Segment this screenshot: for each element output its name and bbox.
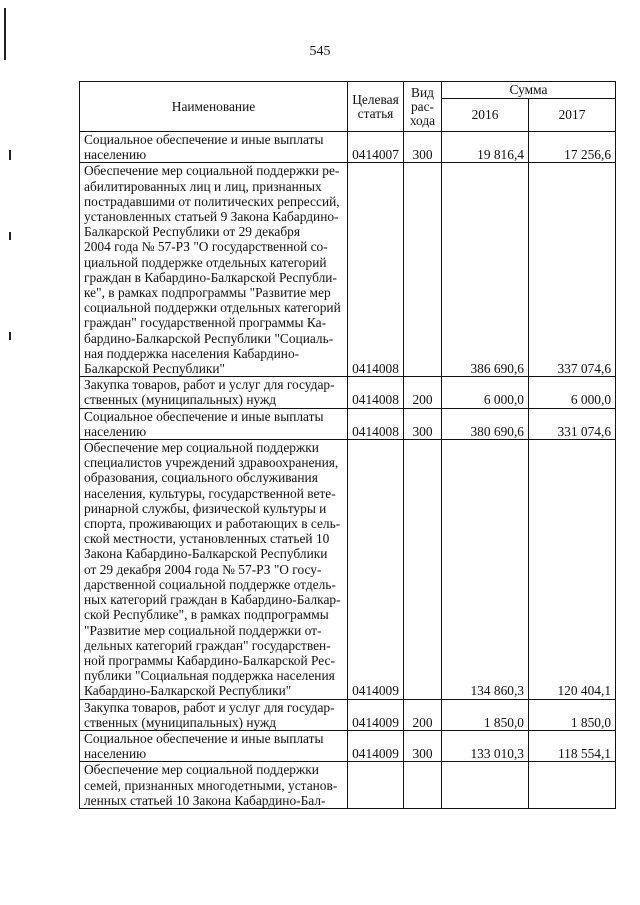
row-name-line: ринарной службы, физической культуры и: [84, 500, 327, 516]
row-name-line: ской Республике", в рамках подпрограммы: [84, 607, 329, 623]
scan-margin-mark: [4, 8, 6, 60]
header-row: [80, 82, 616, 99]
row-name-line: ная поддержка населения Кабардино-: [84, 345, 300, 361]
table-row: [80, 163, 616, 377]
row-name-line: ленных статьей 10 Закона Кабардино-Бал-: [84, 792, 326, 808]
row-sum-2016: 19 816,4: [442, 132, 529, 163]
row-target-article: 0414008: [348, 377, 404, 408]
row-name-line: абилитированных лиц и лиц, признанных: [84, 178, 322, 194]
row-name-line: Обеспечение мер социальной поддержки ре-: [84, 163, 340, 179]
row-sum-2016: [442, 762, 529, 809]
row-name-line: дельных категорий граждан" государствен-: [84, 637, 331, 653]
table-row: [80, 730, 616, 761]
row-name-line: населения, культуры, государственной вете-: [84, 485, 336, 501]
row-name-line: спорта, проживающих и работающих в сель-: [84, 516, 341, 532]
row-expense-type: [404, 440, 442, 699]
row-name-line: от 29 декабря 2004 года № 57-РЗ "О госу-: [84, 561, 322, 577]
row-sum-2016: 386 690,6: [442, 163, 529, 377]
row-name-line: Балкарской Республики от 29 декабря: [84, 224, 301, 240]
row-name-line: социальной поддержки отдельных категорий: [84, 300, 341, 316]
header-expense-type-line: хода: [409, 112, 436, 128]
row-expense-type: 200: [404, 377, 442, 408]
row-name-line: циальной поддержке отдельных категорий: [84, 254, 327, 270]
row-sum-2017: 6 000,0: [529, 377, 616, 408]
table-row: [80, 377, 616, 408]
row-name-line: специалистов учреждений здравоохранения,: [84, 455, 339, 471]
row-sum-2017: 331 074,6: [529, 408, 616, 439]
scan-margin-mark: [9, 332, 11, 340]
row-sum-2017: 1 850,0: [529, 699, 616, 730]
row-sum-2016: 1 850,0: [442, 699, 529, 730]
row-name-line: Закона Кабардино-Балкарской Республики: [84, 546, 328, 562]
scan-margin-mark: [9, 150, 11, 160]
row-expense-type: 300: [404, 408, 442, 439]
row-sum-2017: 118 554,1: [529, 730, 616, 761]
row-sum-2016: 133 010,3: [442, 730, 529, 761]
row-sum-2017: [529, 762, 616, 809]
row-sum-2017: 17 256,6: [529, 132, 616, 163]
row-name-line: Обеспечение мер социальной поддержки: [84, 762, 319, 778]
header-target-article: [348, 82, 404, 132]
table-row: [80, 762, 616, 809]
row-name-line: Обеспечение мер социальной поддержки: [84, 440, 319, 456]
header-target-article-line: статья: [357, 105, 394, 121]
row-name-line: Кабардино-Балкарской Республики": [84, 683, 292, 699]
row-sum-2017: 120 404,1: [529, 440, 616, 699]
row-name: [80, 730, 348, 761]
row-name-line: публики "Социальная поддержка населения: [84, 668, 335, 684]
header-year-2016: 2016: [442, 99, 529, 132]
row-name-line: пострадавшими от политических репрессий,: [84, 193, 340, 209]
row-name: [80, 762, 348, 809]
row-name-line: Закупка товаров, работ и услуг для государ-: [84, 699, 335, 715]
row-target-article: 0414008: [348, 163, 404, 377]
row-name: [80, 408, 348, 439]
row-name-line: ственных (муниципальных) нужд: [84, 392, 277, 408]
budget-table: [79, 81, 616, 809]
row-target-article: 0414009: [348, 730, 404, 761]
row-name-line: населению: [84, 147, 147, 163]
header-expense-type: [404, 82, 442, 132]
table-row: [80, 440, 616, 699]
header-sum: Сумма: [442, 82, 616, 99]
row-name-line: дарственной социальной поддержке отдель-: [84, 576, 336, 592]
row-sum-2016: 134 860,3: [442, 440, 529, 699]
row-target-article: 0414009: [348, 699, 404, 730]
row-expense-type: 300: [404, 132, 442, 163]
row-name-line: Закупка товаров, работ и услуг для государ-: [84, 377, 335, 393]
row-name-line: населению: [84, 746, 147, 762]
row-name: [80, 163, 348, 377]
row-name: [80, 132, 348, 163]
row-expense-type: [404, 762, 442, 809]
row-name-line: семей, признанных многодетными, установ-: [84, 777, 338, 793]
header-name: Наименование: [80, 82, 348, 132]
row-target-article: 0414009: [348, 440, 404, 699]
header-target-article-line: Целевая: [352, 91, 399, 107]
table-row: [80, 408, 616, 439]
row-sum-2017: 337 074,6: [529, 163, 616, 377]
row-name-line: ской местности, установленных статьей 10: [84, 531, 330, 547]
row-name-line: ной программы Кабардино-Балкарской Рес-: [84, 652, 335, 668]
table-row: [80, 699, 616, 730]
header-year-2017: 2017: [529, 99, 616, 132]
row-name-line: Социальное обеспечение и иные выплаты: [84, 132, 324, 147]
row-expense-type: [404, 163, 442, 377]
scan-margin-mark: [9, 232, 11, 240]
row-name-line: Социальное обеспечение и иные выплаты: [84, 408, 324, 424]
row-expense-type: 300: [404, 730, 442, 761]
row-name-line: граждан в Кабардино-Балкарской Республи-: [84, 269, 337, 285]
header-expense-type-line: Вид: [411, 84, 434, 100]
row-name-line: ных категорий граждан в Кабардино-Балкар-: [84, 592, 341, 608]
page-number: 545: [309, 44, 331, 59]
row-name-line: бардино-Балкарской Республики "Социаль-: [84, 330, 334, 346]
row-name-line: установленных статьей 9 Закона Кабардино-: [84, 209, 339, 225]
row-target-article: [348, 762, 404, 809]
row-name-line: граждан" государственной программы Ка-: [84, 315, 327, 331]
header-expense-type-line: рас-: [410, 98, 435, 114]
row-name-line: населению: [84, 423, 147, 439]
row-name-line: ке", в рамках подпрограммы "Развитие мер: [84, 285, 331, 301]
row-name-line: ственных (муниципальных) нужд: [84, 714, 277, 730]
row-name: [80, 699, 348, 730]
table-row: [80, 132, 616, 163]
row-name-line: "Развитие мер социальной поддержки от-: [84, 622, 322, 638]
row-sum-2016: 6 000,0: [442, 377, 529, 408]
row-name: [80, 377, 348, 408]
row-name-line: 2004 года № 57-РЗ "О государственной со-: [84, 239, 328, 255]
row-name-line: Социальное обеспечение и иные выплаты: [84, 730, 324, 746]
row-name-line: образования, социального обслуживания: [84, 470, 318, 486]
row-target-article: 0414007: [348, 132, 404, 163]
row-target-article: 0414008: [348, 408, 404, 439]
row-name-line: Балкарской Республики": [84, 361, 225, 377]
row-expense-type: 200: [404, 699, 442, 730]
row-name: [80, 440, 348, 699]
row-sum-2016: 380 690,6: [442, 408, 529, 439]
